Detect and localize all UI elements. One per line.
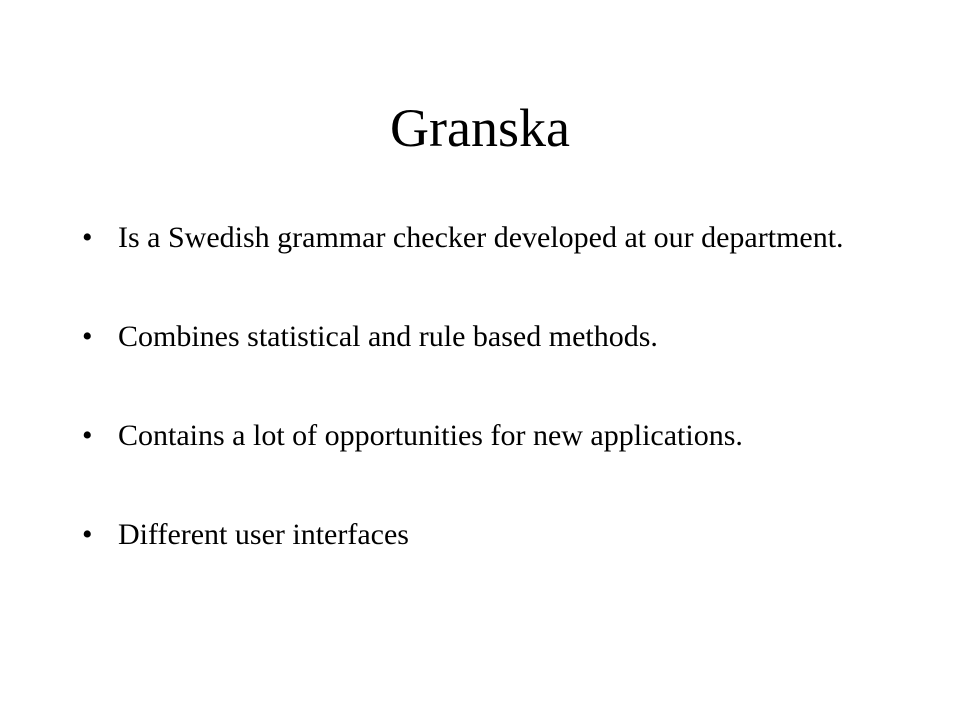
bullet-item	[82, 418, 902, 453]
bullet-text: Combines statistical and rule based methods.	[118, 320, 658, 353]
bullet-text: Different user interfaces	[118, 518, 409, 551]
bullet-text: Contains a lot of opportunities for new applications.	[118, 419, 743, 452]
bullet-item	[82, 517, 902, 552]
bullet-item	[82, 220, 902, 255]
slide-title: Granska	[390, 98, 570, 158]
bullet-list	[82, 220, 902, 552]
bullet-text: Is a Swedish grammar checker developed at our department.	[118, 221, 844, 254]
bullet-dot-icon: •	[82, 320, 93, 353]
bullet-dot-icon: •	[82, 221, 93, 254]
bullet-dot-icon: •	[82, 518, 93, 551]
bullet-item	[82, 319, 902, 354]
bullet-dot-icon: •	[82, 419, 93, 452]
